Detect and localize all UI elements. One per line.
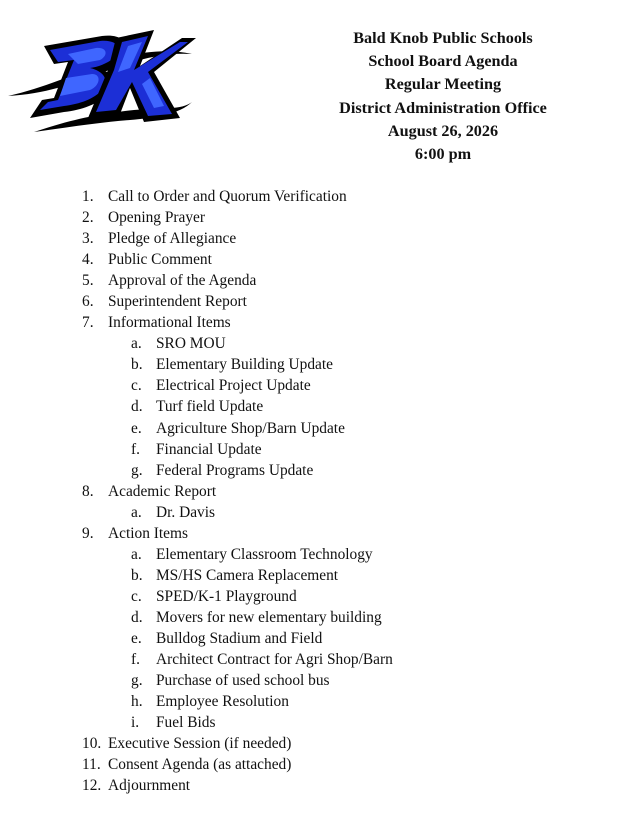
agenda-subitem-text: Purchase of used school bus [156, 672, 330, 690]
agenda-subitem-letter: e. [131, 419, 142, 437]
agenda-item [0, 228, 623, 249]
agenda-subitem-text: SPED/K-1 Playground [156, 587, 297, 605]
agenda-subitem-text: Movers for new elementary building [156, 608, 382, 626]
agenda-item-text: Opening Prayer [108, 209, 206, 227]
agenda-item [0, 249, 623, 270]
agenda-item-text: Action Items [108, 524, 188, 542]
agenda-subitem-letter: d. [131, 398, 143, 416]
agenda-item-text: Public Comment [108, 251, 212, 269]
agenda-item [0, 754, 623, 775]
agenda-subitem [0, 460, 623, 481]
agenda-subitem [0, 670, 623, 691]
agenda-subitem-text: Elementary Classroom Technology [156, 545, 373, 563]
agenda-item [0, 186, 623, 207]
agenda-item [0, 523, 623, 544]
agenda-subitem [0, 544, 623, 565]
agenda-subitem [0, 333, 623, 354]
bk-logo-graphic [4, 14, 196, 136]
agenda-item-number: 5. [82, 272, 94, 290]
agenda-subitem [0, 439, 623, 460]
agenda-item-text: Informational Items [108, 314, 231, 332]
agenda-item-number: 10. [82, 735, 102, 753]
agenda-item [0, 207, 623, 228]
agenda-subitem [0, 691, 623, 712]
agenda-subitem-letter: c. [131, 377, 142, 395]
agenda-item-number: 6. [82, 293, 94, 311]
agenda-item [0, 312, 623, 333]
agenda-subitem-text: Fuel Bids [156, 714, 216, 732]
agenda-item-text: Approval of the Agenda [108, 272, 257, 290]
agenda-item-number: 11. [82, 756, 101, 774]
bk-logo [4, 14, 196, 136]
agenda-item-number: 1. [82, 188, 94, 205]
agenda-subitem-letter: b. [131, 566, 143, 584]
agenda-subitem [0, 649, 623, 670]
agenda-subitem [0, 607, 623, 628]
agenda-item [0, 481, 623, 502]
agenda-item-text: Executive Session (if needed) [108, 735, 292, 753]
agenda-subitem-text: Turf field Update [156, 398, 264, 416]
agenda-item-text: Academic Report [108, 482, 217, 500]
agenda-subitem-text: Agriculture Shop/Barn Update [156, 419, 345, 437]
agenda-item-number: 2. [82, 209, 94, 227]
agenda-item [0, 291, 623, 312]
agenda-subitem [0, 502, 623, 523]
school-name: Bald Knob Public Schools [353, 29, 533, 47]
agenda-subitem [0, 565, 623, 586]
document-header [300, 27, 586, 166]
agenda-item [0, 733, 623, 754]
agenda-item-text: Consent Agenda (as attached) [108, 756, 292, 774]
agenda-subitem-text: Federal Programs Update [156, 461, 314, 479]
agenda-list [0, 186, 623, 796]
agenda-subitem [0, 375, 623, 396]
agenda-subitem-letter: f. [131, 440, 140, 458]
agenda-subitem-letter: a. [131, 503, 142, 521]
agenda-subitem-text: Electrical Project Update [156, 377, 311, 395]
agenda-item-text: Call to Order and Quorum Verification [108, 188, 347, 205]
agenda-item-text: Pledge of Allegiance [108, 230, 237, 248]
agenda-subitem-letter: i. [131, 714, 140, 732]
agenda-subitem-text: Elementary Building Update [156, 356, 333, 374]
agenda-subitem [0, 396, 623, 417]
meeting-date: August 26, 2026 [387, 121, 499, 140]
meeting-location: District Administration Office [339, 98, 547, 117]
agenda-subitem-letter: e. [131, 629, 142, 647]
agenda-subitem-letter: a. [131, 335, 142, 353]
agenda-subitem-letter: c. [131, 587, 142, 605]
agenda-item-number: 4. [82, 251, 94, 269]
agenda-subitem-letter: d. [131, 608, 143, 626]
agenda-subitem-text: SRO MOU [156, 335, 226, 353]
agenda-subitem-text: Employee Resolution [156, 693, 289, 711]
agenda-item-number: 7. [82, 314, 94, 332]
agenda-subitem-letter: h. [131, 693, 143, 711]
agenda-item-number: 9. [82, 524, 94, 542]
agenda-subitem-text: MS/HS Camera Replacement [156, 566, 339, 584]
agenda-subitem-text: Financial Update [156, 440, 262, 458]
meeting-time: 6:00 pm [414, 145, 472, 164]
agenda-subitem [0, 712, 623, 733]
agenda-item-text: Adjournment [108, 777, 191, 795]
agenda-subitem [0, 628, 623, 649]
agenda-subitem-letter: a. [131, 545, 142, 563]
agenda-item-number: 3. [82, 230, 94, 248]
agenda-subitem-letter: f. [131, 651, 140, 669]
agenda-subitem-letter: g. [131, 461, 143, 479]
agenda-item-number: 12. [82, 777, 102, 795]
agenda-subitem [0, 586, 623, 607]
agenda-title: School Board Agenda [368, 52, 518, 71]
agenda-item-number: 8. [82, 482, 94, 500]
meeting-type: Regular Meeting [384, 75, 502, 94]
agenda-subitem-text: Bulldog Stadium and Field [156, 629, 323, 647]
agenda-item [0, 270, 623, 291]
agenda-subitem-letter: b. [131, 356, 143, 374]
agenda-subitem-text: Architect Contract for Agri Shop/Barn [156, 651, 393, 669]
agenda-item-text: Superintendent Report [108, 293, 247, 311]
agenda-subitem-letter: g. [131, 672, 143, 690]
agenda-subitem-text: Dr. Davis [156, 503, 215, 521]
agenda-item [0, 775, 623, 796]
agenda-subitem [0, 418, 623, 439]
agenda-subitem [0, 354, 623, 375]
